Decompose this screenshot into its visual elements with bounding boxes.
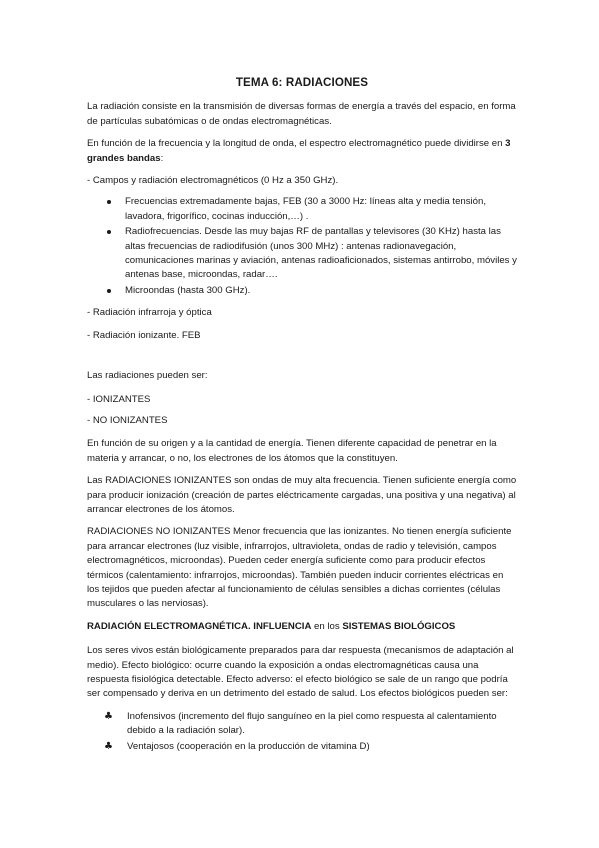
list-item xyxy=(87,710,517,739)
effects-list xyxy=(87,710,517,754)
effect-text: Ventajosos (cooperación en la producción de vitamina D) xyxy=(127,740,370,752)
paragraph-ionizing: Las RADIACIONES IONIZANTES son ondas de muy alta frecuencia. Tienen suficiente energía como para producir ionización (creación de partes eléctricamente cargadas, una positiva y una negativa) al arrancar electrones de los átomos. xyxy=(87,475,517,515)
types-intro: Las radiaciones pueden ser: xyxy=(87,370,208,382)
section-heading-part2: en los xyxy=(311,620,343,632)
band-1-list xyxy=(87,195,517,298)
list-item: Frecuencias extremadamente bajas, FEB (30 a 3000 Hz: líneas alta y media tensión, lavadora, frigorífico, cocinas inducción,…) . xyxy=(87,195,517,224)
section-heading xyxy=(87,620,517,634)
spectrum-text: En función de la frecuencia y la longitud de onda, el espectro electromagnético puede dividirse en xyxy=(87,138,506,150)
spectrum-colon: : xyxy=(160,152,164,164)
page-title: TEMA 6: RADIACIONES xyxy=(235,76,369,89)
type-ionizing: - IONIZANTES xyxy=(87,393,151,405)
band-1: - Campos y radiación electromagnéticos (0 Hz a 350 GHz). xyxy=(87,175,339,187)
list-item xyxy=(87,740,517,754)
club-bullet-icon: ♣ xyxy=(104,710,113,722)
effect-text: Inofensivos (incremento del flujo sanguíneo en la piel como respuesta al calentamiento debido a la radiación solar). xyxy=(127,710,497,737)
spacer xyxy=(87,351,517,369)
paragraph-definition: La radiación consiste en la transmisión de diversas formas de energía a través del espacio, en forma de partículas subatómicas o de ondas electromagnéticas. xyxy=(87,101,516,127)
paragraph-biological: Los seres vivos están biológicamente preparados para dar respuesta (mecanismos de adaptación al medio). Efecto biológico: ocurre cuando la exposición a ondas electromagnéticas causa una respuesta fisiológica detectable. Efecto adverso: el efecto biológico se sale de un rango que podría ser compensado y deriva en un detrimento del estado de salud. Los efectos biológicos pueden ser: xyxy=(87,645,514,700)
band-2: - Radiación infrarroja y óptica xyxy=(87,307,212,319)
band-3: - Radiación ionizante. FEB xyxy=(87,329,201,341)
paragraph-non-ionizing: RADIACIONES NO IONIZANTES Menor frecuencia que las ionizantes. No tienen energía suficiente para arrancar electrones (luz visible, infrarrojos, ultravioleta, ondas de radio y televisión, campos electromagnéticos, microondas). Pueden ceder energía suficiente como para producir efectos térmicos (calentamiento: infrarrojos, microondas). También pueden inducir corrientes eléctricas en los tejidos que pueden afectar al funcionamiento de células sensibles a dichas corrientes (células musculares o las nerviosas). xyxy=(87,526,512,610)
section-heading-part3: SISTEMAS BIOLÓGICOS xyxy=(342,620,456,632)
paragraph-origin: En función de su origen y a la cantidad de energía. Tienen diferente capacidad de penetrar en la materia y arrancar, o no, los electrones de los átomos que la constituyen. xyxy=(87,438,497,464)
list-item: Microondas (hasta 300 GHz). xyxy=(87,284,517,298)
paragraph-spectrum xyxy=(87,137,517,166)
spectrum-bold: 3 grandes bandas xyxy=(87,138,511,164)
club-bullet-icon: ♣ xyxy=(104,740,113,752)
type-non-ionizing: - NO IONIZANTES xyxy=(87,414,168,426)
section-heading-part1: RADIACIÓN ELECTROMAGNÉTICA. INFLUENCIA xyxy=(87,620,312,632)
list-item: Radiofrecuencias. Desde las muy bajas RF de pantallas y televisores (30 KHz) hasta las altas frecuencias de radiodifusión (unos 300 MHz) : antenas radionavegación, comunicaciones marinas y aviación, antenas radioaficionados, sistemas antirrobo, móviles y antenas base, microondas, radar…. xyxy=(87,225,517,283)
